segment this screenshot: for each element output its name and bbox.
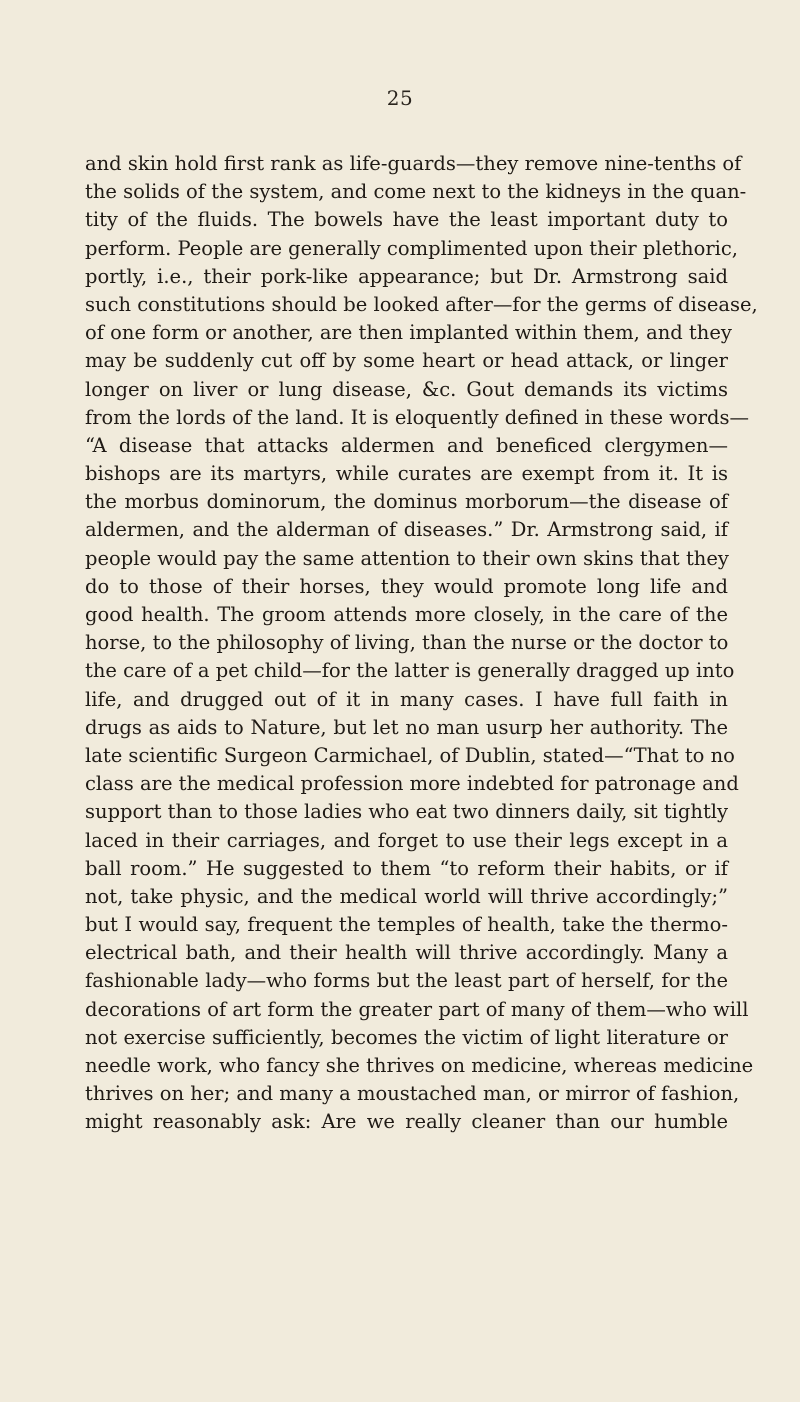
text-line: of one form or another, are then implanted within them, and they: [85, 321, 732, 345]
text-line: might reasonably ask: Are we really cleaner than our humble: [85, 1110, 728, 1134]
text-line: such constitutions should be looked after—for the germs of disease,: [85, 292, 758, 316]
text-line: from the lords of the land. It is eloquently defined in these words—: [85, 405, 750, 429]
text-line: aldermen, and the alderman of diseases.” Dr. Armstrong said, if: [85, 518, 728, 542]
text-line: not exercise sufficiently, becomes the victim of light literature or: [85, 1025, 728, 1049]
text-line: decorations of art form the greater part of many of them—who will: [85, 997, 749, 1021]
text-line: may be suddenly cut off by some heart or head attack, or linger: [85, 349, 728, 373]
page-number: 25: [386, 86, 414, 110]
text-line: fashionable lady—who forms but the least part of herself, for the: [85, 969, 728, 993]
text-line: the care of a pet child—for the latter is generally dragged up into: [85, 659, 735, 683]
text-line: laced in their carriages, and forget to use their legs except in a: [85, 828, 728, 852]
text-line: “A disease that attacks aldermen and beneficed clergymen—: [85, 433, 728, 457]
text-line: class are the medical profession more indebted for patronage and: [85, 772, 739, 796]
text-line: longer on liver or lung disease, &c. Gout demands its victims: [85, 377, 728, 401]
body-text: [85, 150, 758, 1137]
text-line: and skin hold first rank as life-guards—they remove nine-tenths of: [85, 152, 742, 175]
text-line: support than to those ladies who eat two dinners daily, sit tightly: [85, 800, 729, 824]
text-line: portly, i.e., their pork-like appearance; but Dr. Armstrong said: [85, 264, 728, 288]
text-line: bishops are its martyrs, while curates are exempt from it. It is: [85, 462, 728, 486]
text-line: horse, to the philosophy of living, than the nurse or the doctor to: [85, 631, 729, 655]
text-line: the morbus dominorum, the dominus morborum—the disease of: [85, 490, 728, 514]
text-line: do to those of their horses, they would promote long life and: [85, 574, 728, 598]
text-line: tity of the fluids. The bowels have the least important duty to: [85, 208, 728, 232]
text-line: life, and drugged out of it in many cases. I have full faith in: [85, 687, 728, 711]
text-line: late scientific Surgeon Carmichael, of Dublin, stated—“That to no: [85, 743, 735, 767]
text-line: the solids of the system, and come next to the kidneys in the quan-: [85, 180, 747, 204]
text-line: ball room.” He suggested to them “to reform their habits, or if: [85, 856, 728, 880]
text-line: drugs as aids to Nature, but let no man usurp her authority. The: [85, 715, 728, 739]
text-line: needle work, who fancy she thrives on medicine, whereas medicine: [85, 1054, 754, 1077]
text-line: thrives on her; and many a moustached man, or mirror of fashion,: [85, 1082, 740, 1106]
text-line: people would pay the same attention to their own skins that they: [85, 546, 729, 570]
text-line: not, take physic, and the medical world will thrive accordingly;”: [85, 884, 728, 908]
text-line: good health. The groom attends more closely, in the care of the: [85, 603, 728, 626]
text-line: electrical bath, and their health will thrive accordingly. Many a: [85, 941, 728, 965]
text-line: perform. People are generally complimented upon their plethoric,: [85, 236, 738, 260]
text-line: but I would say, frequent the temples of health, take the thermo-: [85, 913, 728, 937]
